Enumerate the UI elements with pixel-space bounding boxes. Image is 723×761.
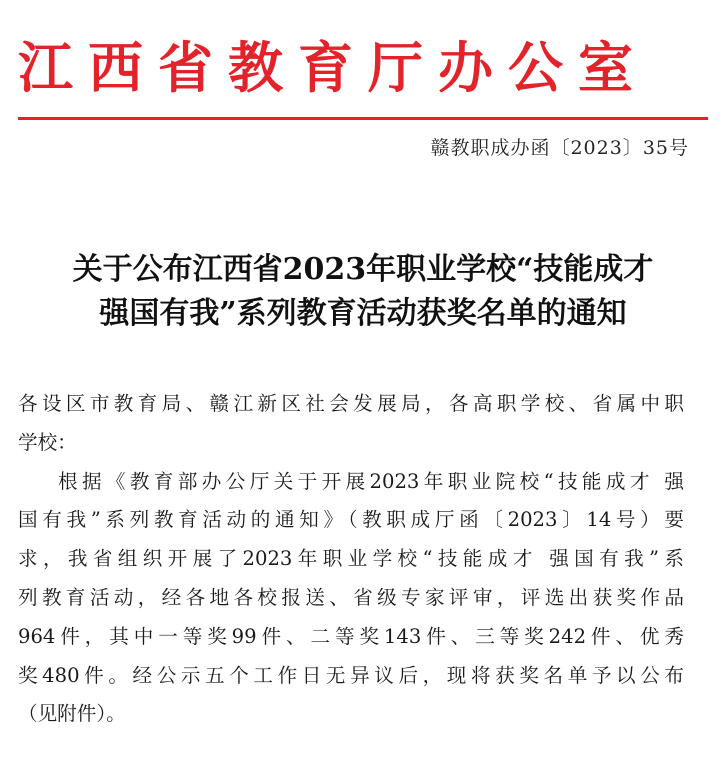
document-title-line-1: 关于公布江西省2023年职业学校“技能成才	[72, 252, 654, 287]
document-title-line-2: 强国有我”系列教育活动获奖名单的通知	[99, 296, 627, 331]
letterhead-red-rule	[18, 117, 708, 120]
paragraph-line: 奖480件。经公示五个工作日无异议后，现将获奖名单予以公布	[18, 663, 684, 687]
paragraph-line: （见附件）。	[18, 702, 126, 726]
paragraph-line: 964件，其中一等奖99件、二等奖143件、三等奖242件、优秀	[18, 624, 684, 648]
paragraph-line: 根据《教育部办公厅关于开展2023年职业院校“技能成才 强	[58, 469, 684, 493]
paragraph-line: 列教育活动，经各地各校报送、省级专家评审，评选出获奖作品	[18, 585, 684, 609]
salutation-line-2: 学校：	[18, 430, 77, 454]
document-body	[18, 385, 684, 734]
paragraph-line: 国有我”系列教育活动的通知》（教职成厅函〔2023〕14号）要	[18, 508, 684, 532]
document-number: 赣教职成办函〔2023〕35号	[430, 137, 689, 159]
document-title	[18, 248, 708, 336]
salutation-line-1: 各设区市教育局、赣江新区社会发展局，各高职学校、省属中职	[18, 392, 684, 415]
letterhead-org-name: 江西省教育厅办公室	[18, 36, 649, 100]
paragraph-line: 求，我省组织开展了2023年职业学校“技能成才 强国有我”系	[18, 547, 684, 571]
